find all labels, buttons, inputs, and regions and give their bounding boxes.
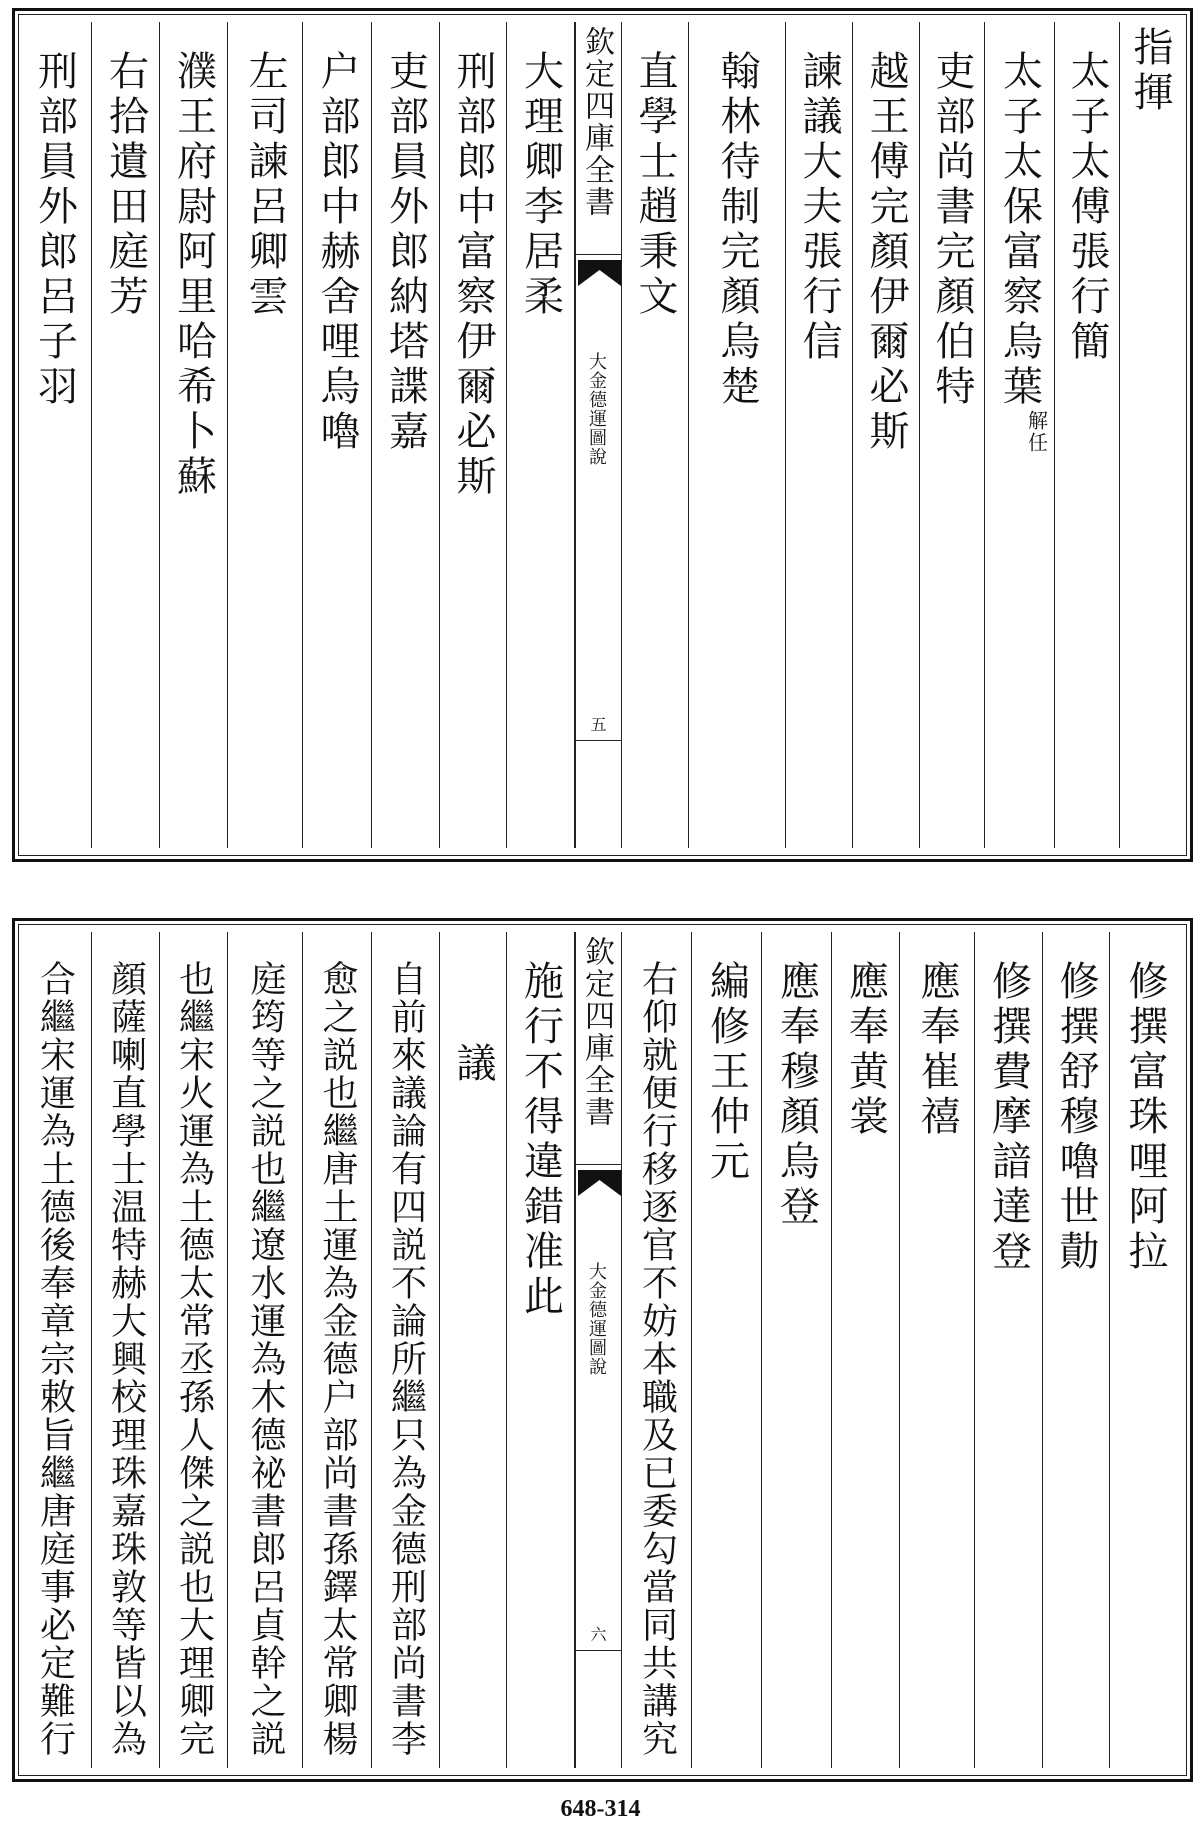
column-text: 刑部員外郎呂子羽	[31, 50, 78, 410]
column-text: 議	[450, 1042, 496, 1087]
text-column	[786, 22, 853, 848]
text-column	[1043, 932, 1110, 1768]
folio-number: 六	[590, 1625, 607, 1644]
text-column	[18, 932, 92, 1768]
text-column	[303, 932, 372, 1768]
column-text: 自前來議論有四説不論所繼只為金德刑部尚書李	[385, 960, 427, 1758]
text-column	[160, 932, 228, 1768]
column-text: 户部郎中赫舍哩烏嚕	[314, 50, 360, 455]
column-text: 刑部郎中富察伊爾必斯	[450, 50, 496, 500]
column-text: 應奉穆顏烏登	[773, 960, 820, 1230]
text-column	[1055, 22, 1120, 848]
column-text: 愈之説也繼唐土運為金德户部尚書孫鐸太常卿楊	[317, 960, 358, 1758]
text-column	[853, 22, 920, 848]
text-column	[303, 22, 372, 848]
column-text: 濮王府尉阿里哈希卜蘇	[170, 50, 217, 500]
column-text: 施行不得違錯准此	[517, 960, 564, 1320]
page-number: 648-314	[560, 1796, 641, 1822]
library-title: 欽定四庫全書	[579, 936, 614, 1128]
text-column	[920, 22, 985, 848]
text-column	[900, 932, 975, 1768]
column-text: 右拾遺田庭芳	[102, 50, 149, 320]
column-text: 大理卿李居柔	[517, 50, 564, 320]
column-text: 應奉崔禧	[914, 960, 960, 1140]
book-title: 大金德運圖說	[586, 352, 607, 466]
center-fold	[575, 932, 622, 1768]
center-fold	[575, 22, 622, 848]
fold-rule	[576, 254, 621, 255]
text-column	[440, 932, 507, 1768]
text-column	[622, 22, 689, 848]
column-text: 也繼宋火運為土德太常丞孫人傑之説也大理卿完	[173, 960, 215, 1758]
text-column	[160, 22, 228, 848]
text-column	[975, 932, 1043, 1768]
top-page	[0, 0, 1201, 870]
column-text: 越王傅完顏伊爾必斯	[863, 50, 909, 455]
column-text: 太子太傅張行簡	[1064, 50, 1110, 365]
column-text: 左司諫呂卿雲	[242, 50, 288, 320]
text-column	[18, 22, 92, 848]
column-main-text: 太子太保富察烏葉	[996, 50, 1043, 410]
column-text: 諫議大夫張行信	[796, 50, 842, 365]
text-column	[92, 932, 160, 1768]
text-column	[372, 22, 440, 848]
column-text: 修撰富珠哩阿拉	[1122, 960, 1168, 1275]
text-column	[1110, 932, 1180, 1768]
text-column	[507, 932, 575, 1768]
text-column	[372, 932, 440, 1768]
text-column	[985, 22, 1055, 848]
column-text: 編修王仲元	[703, 960, 750, 1185]
column-text: 應奉黄裳	[842, 960, 889, 1140]
text-column	[92, 22, 160, 848]
text-column	[689, 22, 786, 848]
column-text: 翰林待制完顏烏楚	[714, 50, 760, 410]
fold-rule	[576, 1650, 621, 1651]
book-title: 大金德運圖說	[586, 1262, 607, 1376]
bottom-page	[0, 910, 1201, 1790]
column-text: 修撰費摩諳達登	[985, 960, 1032, 1275]
text-column	[692, 932, 762, 1768]
column-text: 顔薩喇直學士温特赫大興校理珠嘉珠敦等皆以為	[105, 960, 147, 1758]
text-column	[228, 932, 303, 1768]
column-note: 解任	[1024, 410, 1049, 454]
text-column	[622, 932, 692, 1768]
fishtail-mark	[578, 260, 621, 286]
column-text: 合繼宋運為土德後奉章宗敕旨繼唐庭事必定難行	[34, 960, 76, 1758]
text-column	[507, 22, 575, 848]
fold-rule	[576, 1164, 621, 1165]
column-text: 吏部尚書完顏伯特	[929, 50, 975, 410]
fishtail-mark	[578, 1170, 621, 1196]
column-text: 庭筠等之説也繼遼水運為木德祕書郎呂貞幹之説	[245, 960, 286, 1758]
fold-rule	[576, 740, 621, 741]
text-column	[832, 932, 900, 1768]
text-column	[228, 22, 303, 848]
text-column	[1120, 22, 1180, 848]
folio-number: 五	[590, 715, 607, 734]
column-text: 直學士趙秉文	[632, 50, 678, 320]
library-title: 欽定四庫全書	[579, 26, 614, 218]
column-text: 指揮	[1127, 26, 1173, 116]
text-column	[440, 22, 507, 848]
column-text	[985, 50, 1054, 454]
column-text: 右仰就便行移逐官不妨本職及已委勾當同共講究	[636, 960, 678, 1758]
column-text: 修撰舒穆嚕世勣	[1053, 960, 1099, 1275]
text-column	[762, 932, 832, 1768]
column-text: 吏部員外郎納塔諜嘉	[382, 50, 429, 455]
